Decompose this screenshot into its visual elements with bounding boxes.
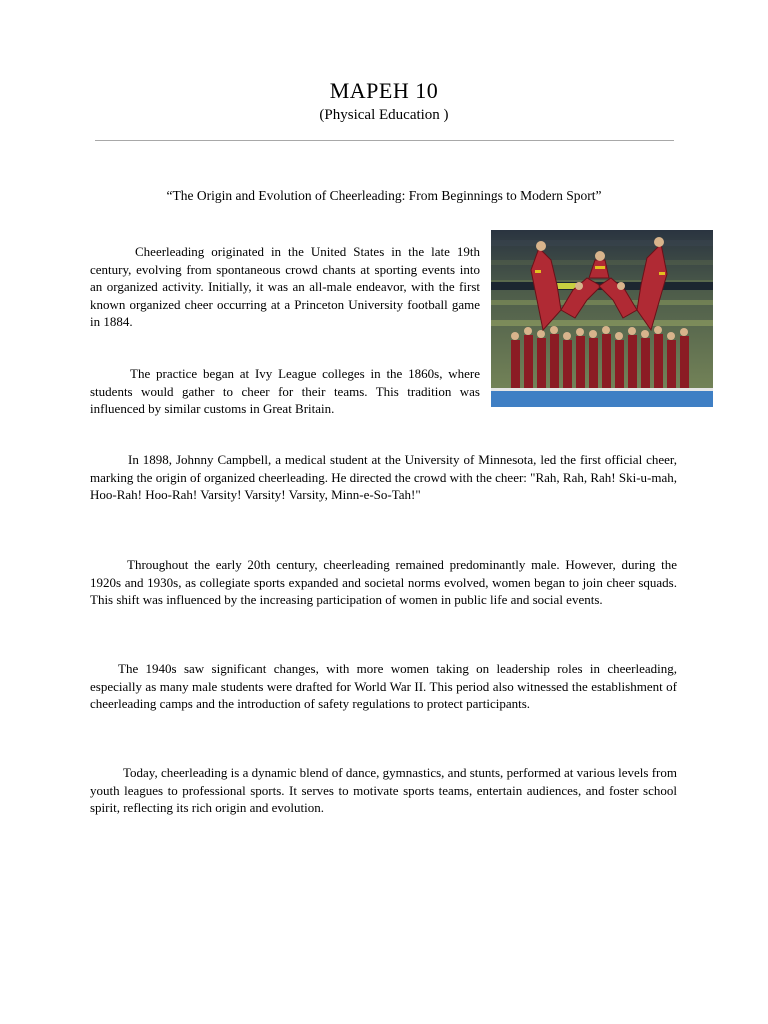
article-title: “The Origin and Evolution of Cheerleading: From Beginnings to Modern Sport”: [166, 188, 602, 203]
paragraph-6: Today, cheerleading is a dynamic blend of dance, gymnastics, and stunts, performed at various levels from youth leagues to professional sports. It serves to motivate sports teams, entertain audiences, and foster school spirit, reflecting its rich origin and evolution.: [90, 765, 677, 815]
paragraph-2: The practice began at Ivy League colleges in the 1860s, where students would gather to cheer for their teams. This tradition was influenced by similar customs in Great Britain.: [90, 366, 480, 416]
paragraph-1: Cheerleading originated in the United States in the late 19th century, evolving from spontaneous crowd chants at sporting events into an organized activity. Initially, it was an all-male endeavor, with the first known organized cheer occurring at a Princeton University football game in 1884.: [90, 244, 480, 329]
page-subtitle: (Physical Education ): [319, 107, 449, 123]
paragraph-3: In 1898, Johnny Campbell, a medical student at the University of Minnesota, led the first official cheer, marking the origin of organized cheerleading. He directed the crowd with the cheer: "Rah, Rah, Rah! Ski-u-mah, Hoo-Rah! Hoo-Rah! Varsity! Varsity! Varsity, Minn-e-So-Tah!": [90, 452, 677, 502]
header-divider: [95, 140, 674, 141]
paragraph-4: Throughout the early 20th century, cheerleading remained predominantly male. However, during the 1920s and 1930s, as collegiate sports expanded and societal norms evolved, women began to join cheer squads. This shift was influenced by the increasing participation of women in public life and social events.: [90, 557, 677, 607]
page-title: MAPEH 10: [329, 78, 439, 103]
paragraph-5: The 1940s saw significant changes, with more women taking on leadership roles in cheerleading, especially as many male students were drafted for World War II. This period also witnessed the establishment of cheerleading camps and the introduction of safety regulations to protect participants.: [90, 661, 677, 711]
cheerleading-pyramid-photo: [491, 230, 713, 407]
